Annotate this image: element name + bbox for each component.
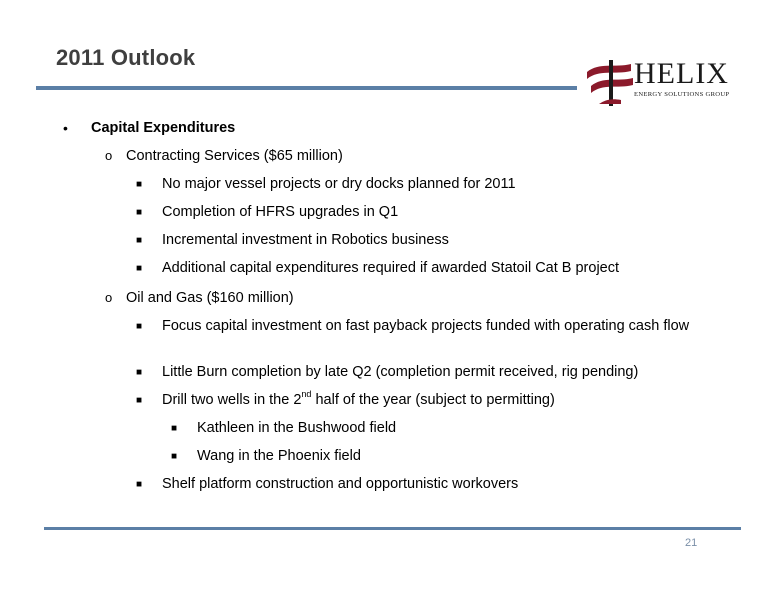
square-bullet-icon: ■ [136,263,143,274]
square-bullet-icon: ■ [171,451,178,462]
square-bullet-icon: ■ [136,179,143,190]
list-item-text: No major vessel projects or dry docks planned for 2011 [162,176,516,192]
drill-text-start: Drill two wells in the 2 [162,392,302,408]
footer-divider [44,527,741,530]
circle-bullet-icon: o [105,290,113,305]
ordinal-suffix: nd [301,389,312,400]
list-item-text: Oil and Gas ($160 million) [126,290,294,306]
square-bullet-icon: ■ [136,207,143,218]
list-item-text: Focus capital investment on fast payback projects funded with operating cash flow [162,318,690,334]
list-item-text: Little Burn completion by late Q2 (completion permit received, rig pending) [162,364,639,380]
square-bullet-icon: ■ [136,395,143,406]
section-heading: Capital Expenditures [91,120,236,136]
list-item-text: Completion of HFRS upgrades in Q1 [162,204,399,220]
circle-bullet-icon: o [105,148,113,163]
list-item-text: Contracting Services ($65 million) [126,148,343,164]
list-item-text: Kathleen in the Bushwood field [197,420,397,436]
list-item-text: Shelf platform construction and opportunistic workovers [162,476,519,492]
logo-wordmark: HELIX [634,57,729,90]
page-title: 2011 Outlook [56,45,196,70]
square-bullet-icon: ■ [171,423,178,434]
list-item-text [162,391,555,409]
helix-flag-logo-icon [585,58,635,108]
square-bullet-icon: ■ [136,321,143,332]
list-item-text: Wang in the Phoenix field [197,448,361,464]
list-item-text: Incremental investment in Robotics business [162,232,449,248]
drill-text-end: half of the year (subject to permitting) [311,392,555,408]
page-number: 21 [685,537,698,549]
logo-subtitle: ENERGY SOLUTIONS GROUP [634,91,730,98]
square-bullet-icon: ■ [136,235,143,246]
title-divider [36,86,577,90]
list-item-text: Additional capital expenditures required if awarded Statoil Cat B project [162,260,620,276]
square-bullet-icon: ■ [136,479,143,490]
square-bullet-icon: ■ [136,367,143,378]
helix-logo [585,58,735,108]
bullet-icon: • [63,120,68,136]
